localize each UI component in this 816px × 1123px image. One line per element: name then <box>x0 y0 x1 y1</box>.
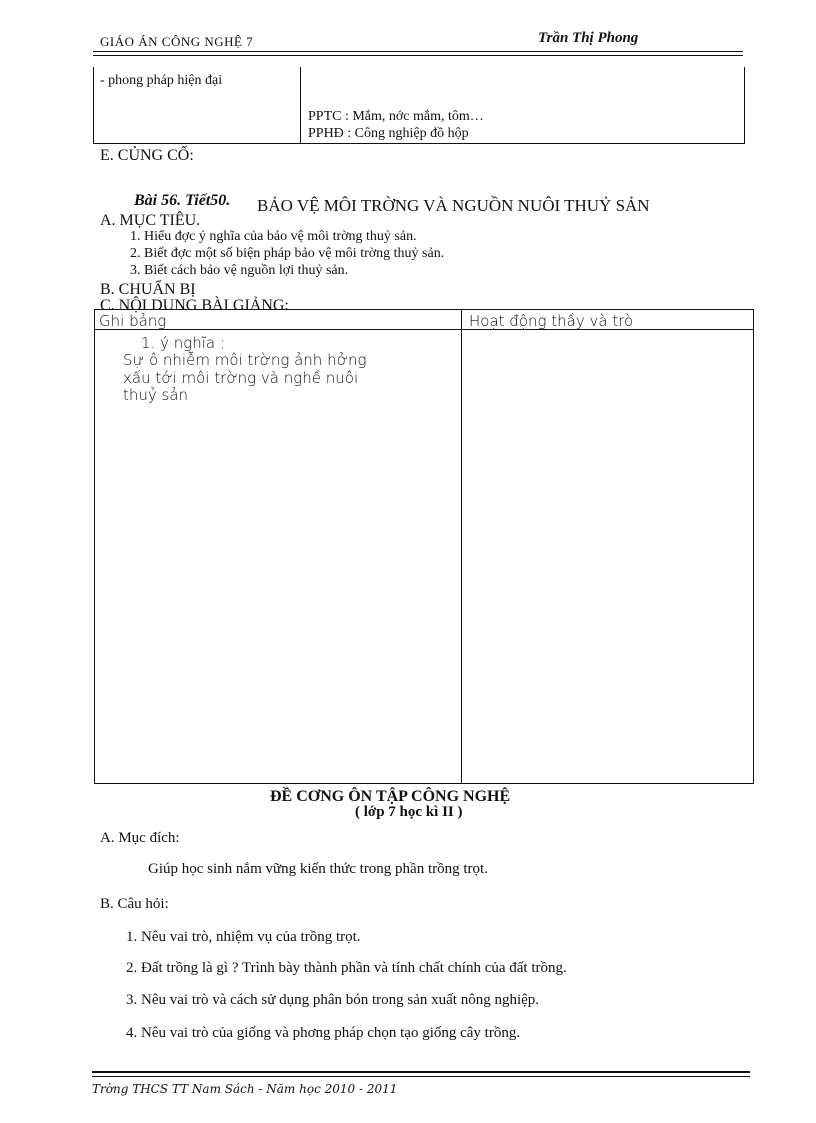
previous-table-right-line1: PPTC : Mắm, nớc mắm, tôm… <box>308 109 484 124</box>
section-c-heading: C. NỘI DUNG BÀI GIẢNG: <box>100 297 289 314</box>
objective-3: 3. Biết cách bảo vệ nguồn lợi thuỷ sản. <box>130 263 349 278</box>
cau-hoi-label: B. Câu hỏi: <box>100 896 169 912</box>
outline-subtitle: ( lớp 7 học kì II ) <box>355 804 463 820</box>
previous-table-right-line2: PPHĐ : Công nghiệp đồ hộp <box>308 126 469 141</box>
question-2: 2. Đất trồng là gì ? Trình bày thành phần và tính chất chính của đất trồng. <box>126 960 567 976</box>
footer-rule-top <box>92 1071 750 1073</box>
lesson-content-line-1: 1. ý nghĩa : <box>141 334 225 352</box>
lesson-table-col1-header: Ghi bảng <box>99 312 167 330</box>
previous-table-left-text: - phong pháp hiện đại <box>100 73 223 88</box>
objective-2: 2. Biết đợc một số biện pháp bảo vệ môi trờng thuỷ sản. <box>130 246 445 261</box>
lesson-table-divider <box>461 310 462 783</box>
question-4: 4. Nêu vai trò của giống và phơng pháp chọn tạo giống cây trồng. <box>126 1025 521 1041</box>
section-a-heading: A. MỤC TIÊU. <box>100 212 201 229</box>
lesson-title: BẢO VỆ MÔI TRỜNG VÀ NGUỒN NUÔI THUỶ SẢN <box>257 196 650 215</box>
outline-title: ĐỀ CƠNG ÔN TẬP CÔNG NGHỆ <box>270 788 511 805</box>
lesson-table-header-rule <box>95 329 753 330</box>
lesson-table <box>94 309 754 784</box>
header-left: GIÁO ÁN CÔNG NGHỆ 7 <box>100 34 254 49</box>
section-b-heading: B. CHUẨN BỊ <box>100 281 196 298</box>
muc-dich-label: A. Mục đích: <box>100 830 180 846</box>
header-rule-top <box>93 51 743 52</box>
footer-rule-bottom <box>92 1076 750 1077</box>
lesson-prefix: Bài 56. Tiết50. <box>134 192 231 209</box>
lesson-content-line-4: thuỷ sản <box>123 386 189 404</box>
muc-dich-text: Giúp học sinh nắm vững kiến thức trong phần trồng trọt. <box>148 861 488 877</box>
footer-text: Trờng THCS TT Nam Sách - Năm học 2010 - 2011 <box>92 1082 398 1096</box>
lesson-table-col2-header: Hoạt động thầy và trò <box>469 312 634 330</box>
previous-table-divider <box>300 67 301 143</box>
previous-table <box>93 67 745 144</box>
cung-co-heading: E. CỦNG CỐ: <box>100 147 194 164</box>
lesson-content-line-2: Sự ô nhiễm môi trờng ảnh hởng <box>123 351 367 369</box>
objective-1: 1. Hiểu đợc ý nghĩa của bảo vệ môi trờng thuỷ sản. <box>130 229 417 244</box>
header-right: Trần Thị Phong <box>538 30 639 46</box>
lesson-content-line-3: xấu tới môi trờng và nghề nuôi <box>123 369 359 387</box>
question-1: 1. Nêu vai trò, nhiệm vụ của trồng trọt. <box>126 929 361 945</box>
question-3: 3. Nêu vai trò và cách sử dụng phân bón trong sản xuất nông nghiệp. <box>126 992 540 1008</box>
header-rule-bottom <box>93 55 743 56</box>
